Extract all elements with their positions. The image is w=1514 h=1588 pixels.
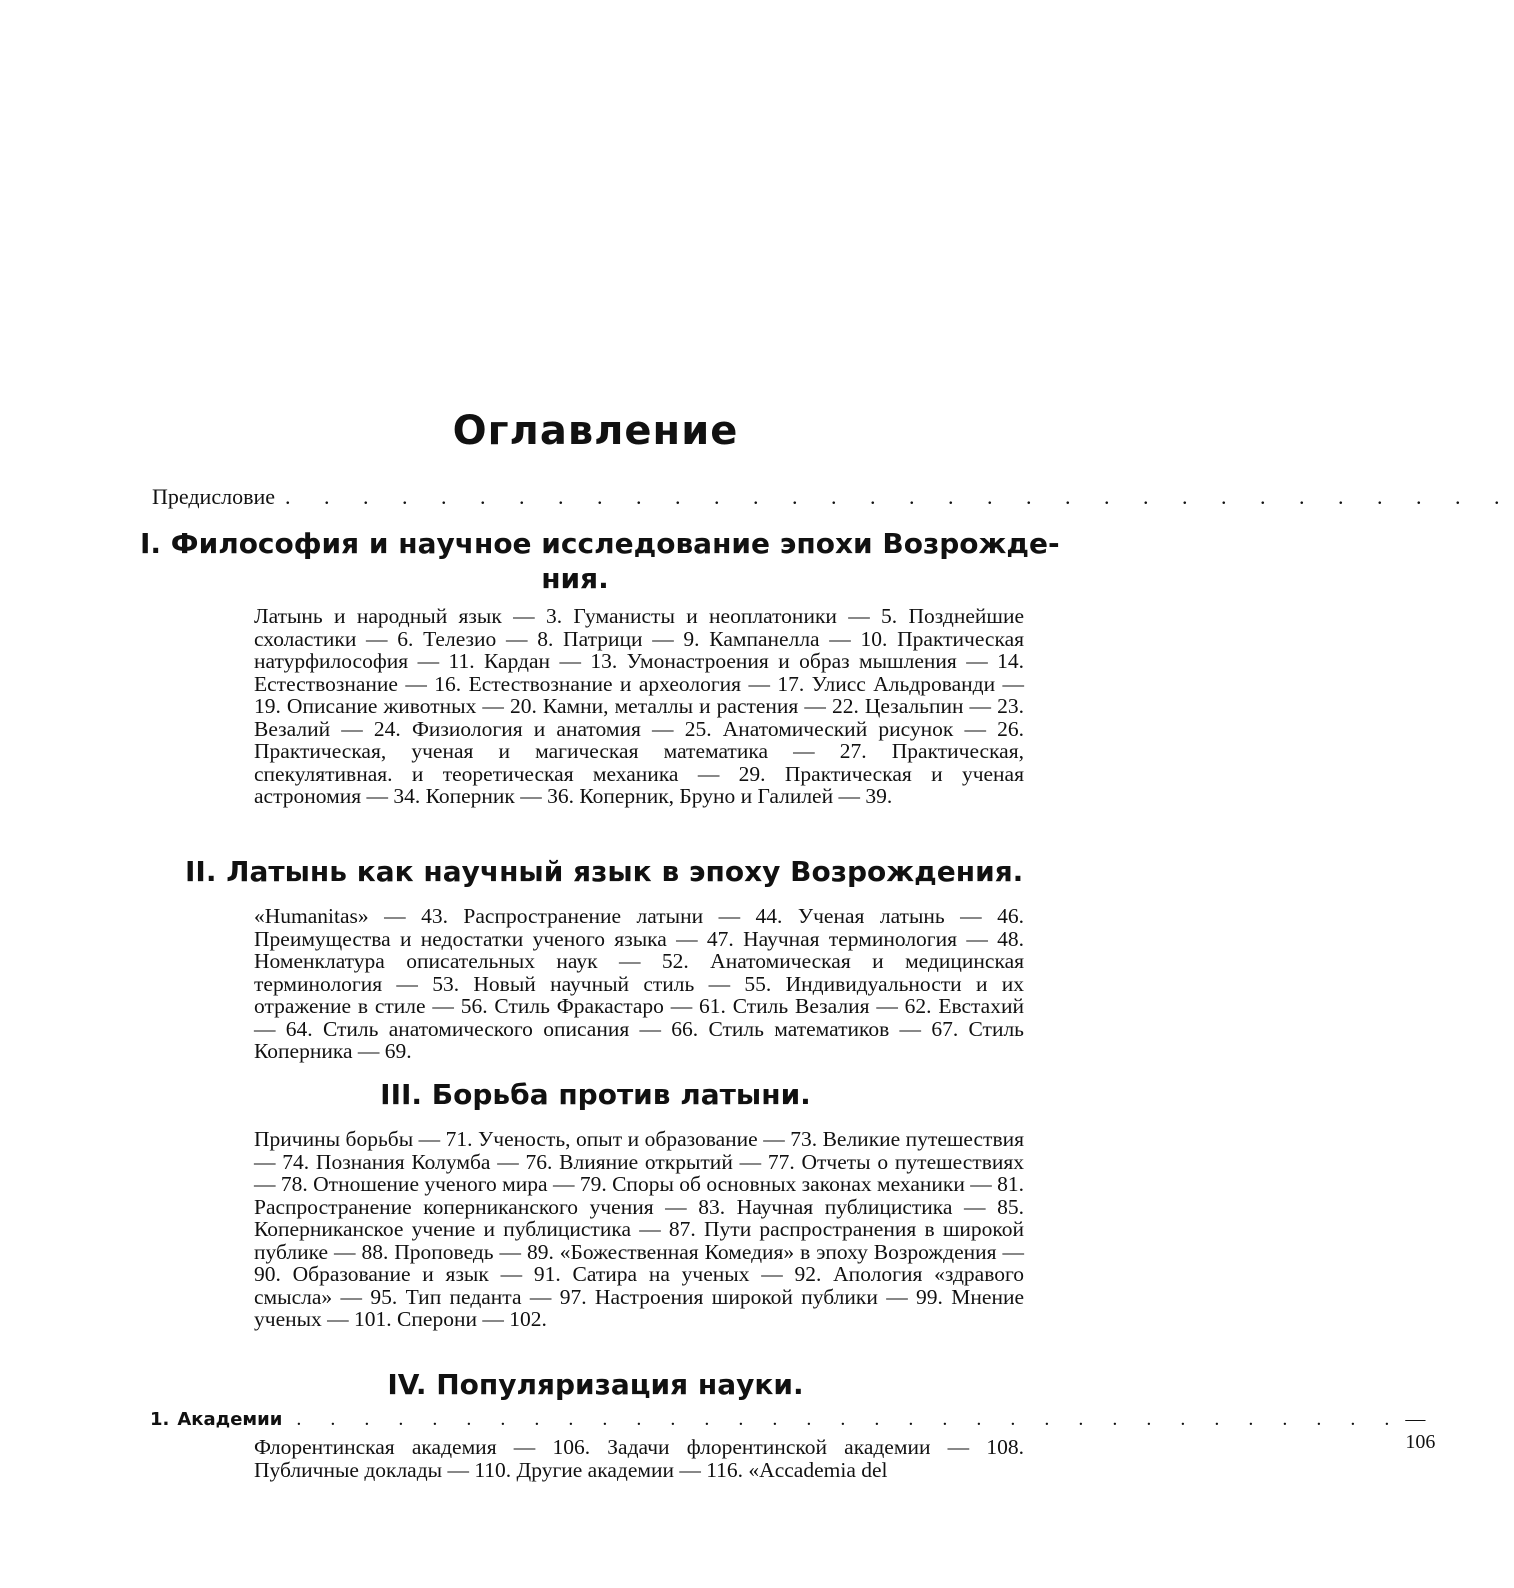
preface-entry [152,484,1514,510]
chapter-2-heading: II. Латынь как научный язык в эпоху Возрождения. [185,855,1024,888]
preface-label: Предисловие [152,484,275,509]
chapter-2-contents: «Humanitas» — 43. Распространение латыни — 44. Ученая латынь — 46. Преимущества и недостатки ученого языка — 47. Научная терминология — 48. Номенклатура описательных наук — 52. Анатомическая и медицинская терминология — 53. Новый научный стиль — 55. Индивидуальности и их отражение в стиле — 56. Стиль Фракастаро — 61. Стиль Везалия — 62. Евстахий — 64. Стиль анатомического описания — 66. Стиль математиков — 67. Стиль Коперника — 69. [254,904,1024,1063]
chapter-1-heading: I. Философия и научное исследование эпохи Возрожде- [140,527,1060,560]
page-title: Оглавление [452,408,739,454]
preface-leader: . . . . . . . . . . . . . . . . . . . . . . . . . . . . . . . . [285,484,1514,509]
chapter-1-heading-cont: ния. [541,562,609,595]
chapter-3-contents: Причины борьбы — 71. Ученость, опыт и образование — 73. Великие путешествия — 74. Познания Колумба — 76. Влияние открытий — 77. Отчеты о путешествиях — 78. Отношение ученого мира — 79. Споры об основных законах механики — 81. Распространение коперниканского учения — 83. Научная публицистика — 85. Коперниканское учение и публицистика — 87. Пути распространения в широкой публике — 88. Проповедь — 89. «Божественная Комедия» в эпоху Возрождения — 90. Образование и язык — 91. Сатира на ученых — 92. Апология «здравого смысла» — 95. Тип педанта — 97. Настроения широкой публики — 99. Мнение ученых — 101. Сперони — 102. [254,1127,1024,1331]
section-name: Академии [177,1409,283,1430]
section-page: — 106 [1405,1408,1436,1453]
section-number: 1. [150,1409,170,1430]
chapter-4-contents: Флорентинская академия — 106. Задачи флорентинской академии — 108. Публичные доклады — 110. Другие академии — 116. «Accademia del [254,1435,1024,1482]
chapter-3-heading: III. Борьба против латыни. [380,1078,811,1111]
section-leader: . . . . . . . . . . . . . . . . . . . . . . . . . . . . . . . . . [296,1408,1402,1430]
chapter-4-heading: IV. Популяризация науки. [387,1368,804,1401]
chapter-1-contents: Латынь и народный язык — 3. Гуманисты и неоплатоники — 5. Позднейшие схоластики — 6. Телезио — 8. Патрици — 9. Кампанелла — 10. Практическая натурфилософия — 11. Кардан — 13. Умонастроения и образ мышления — 14. Естествознание — 16. Естествознание и археология — 17. Улисс Альдрованди — 19. Описание животных — 20. Камни, металлы и растения — 22. Цезальпин — 23. Везалий — 24. Физиология и анатомия — 25. Анатомический рисунок — 26. Практическая, ученая и магическая математика — 27. Практическая, спекулятивная. и теоретическая механика — 29. Практическая и ученая астрономия — 34. Коперник — 36. Коперник, Бруно и Галилей — 39. [254,604,1024,808]
